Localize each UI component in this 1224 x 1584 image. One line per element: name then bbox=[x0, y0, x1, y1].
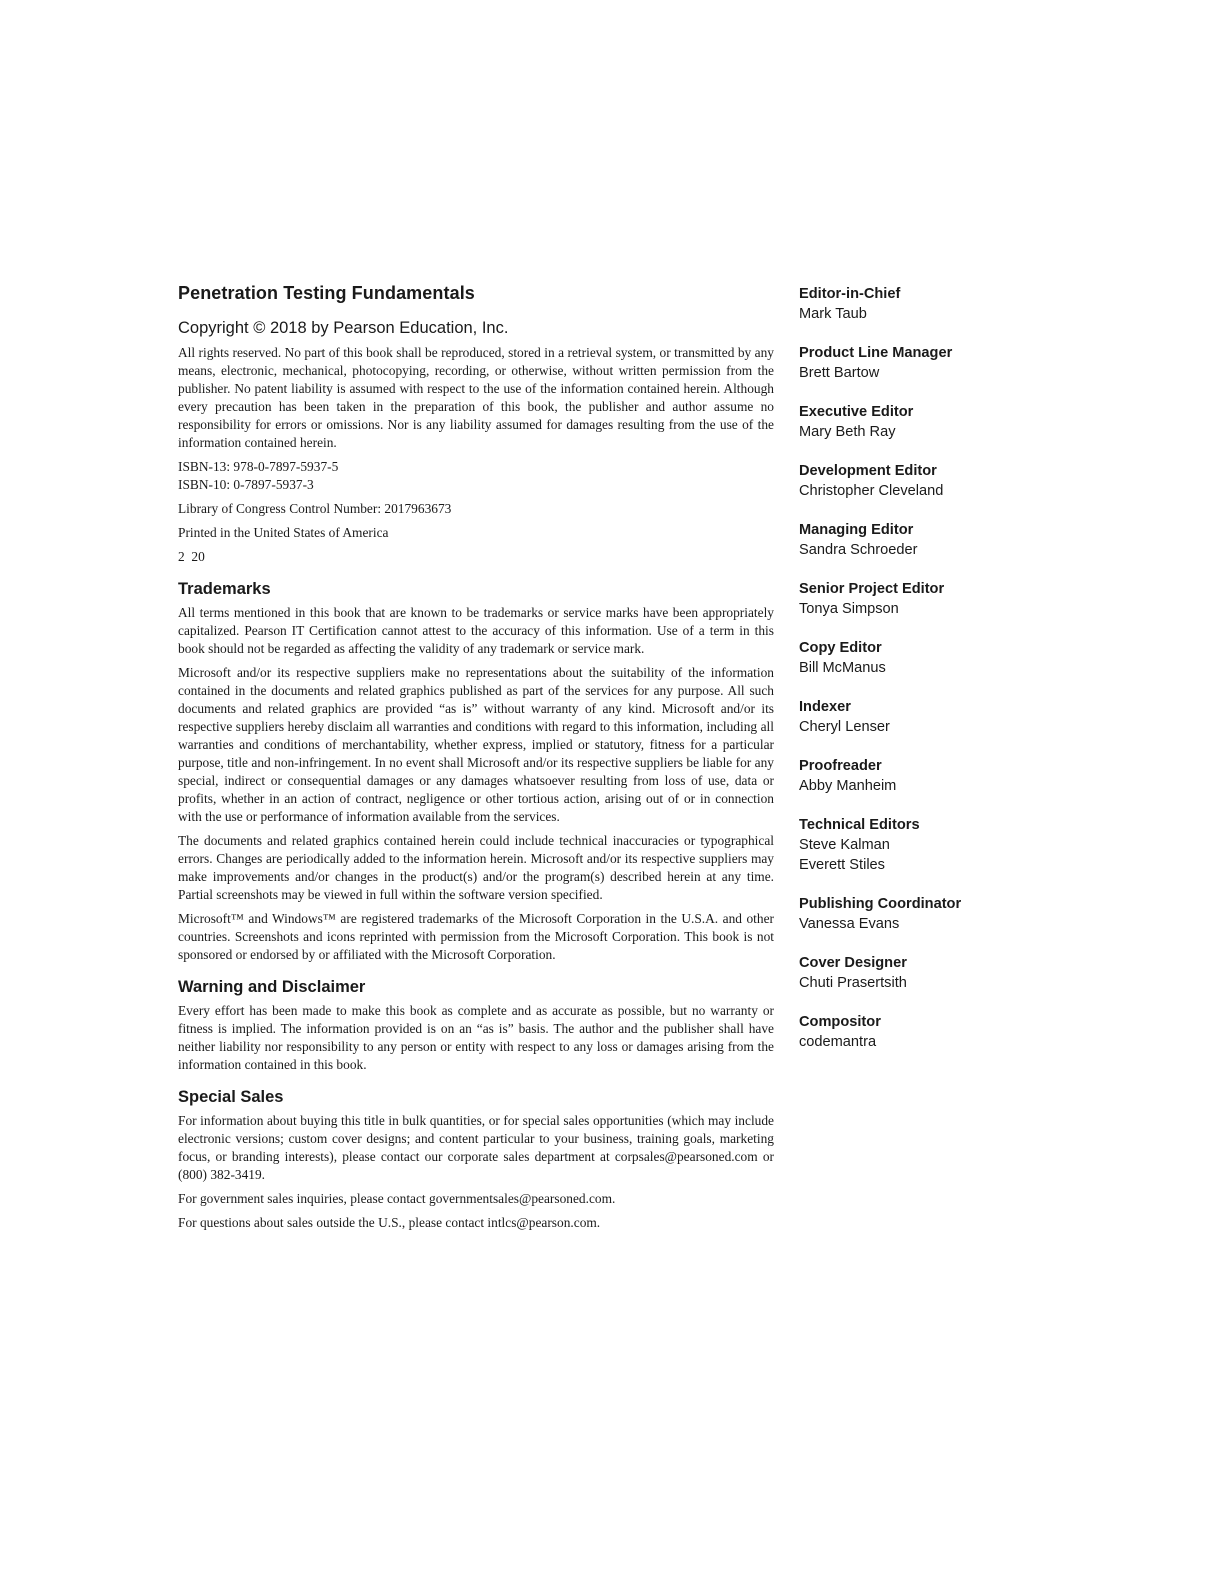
credit-role: Senior Project Editor bbox=[799, 581, 945, 597]
credit-proofreader bbox=[799, 756, 1019, 796]
credit-role: Managing Editor bbox=[799, 522, 914, 538]
credit-role: Copy Editor bbox=[799, 640, 882, 656]
printing-number: 2 20 bbox=[178, 549, 205, 564]
credit-name: codemantra bbox=[799, 1034, 877, 1050]
credit-compositor bbox=[799, 1012, 1019, 1052]
credit-name: Christopher Cleveland bbox=[799, 483, 944, 499]
isbn-10: ISBN-10: 0-7897-5937-3 bbox=[178, 477, 314, 492]
credit-name: Brett Bartow bbox=[799, 365, 880, 381]
credit-role: Publishing Coordinator bbox=[799, 896, 962, 912]
credit-name: Cheryl Lenser bbox=[799, 719, 890, 735]
credit-role: Cover Designer bbox=[799, 955, 907, 971]
microsoft-trademark-paragraph: Microsoft™ and Windows™ are registered trademarks of the Microsoft Corporation in the U.S.A. and other countries. Screenshots and icons reprinted with permission from the Microsoft Corporation. This book is not sponsored or endorsed by or affiliated with the Microsoft Corporation. bbox=[178, 911, 774, 962]
credit-indexer bbox=[799, 697, 1019, 737]
special-sales-paragraph: For information about buying this title in bulk quantities, or for special sales opportunities (which may include electronic versions; custom cover designs; and content particular to your business, training goals, marketing focus, or branding interests), please contact our corporate sales department at corpsales@pearsoned.com or (800) 382-3419. bbox=[178, 1113, 774, 1182]
credit-name: Steve Kalman bbox=[799, 837, 890, 853]
credit-role: Editor-in-Chief bbox=[799, 286, 901, 302]
government-sales-paragraph: For government sales inquiries, please contact governmentsales@pearsoned.com. bbox=[178, 1191, 616, 1206]
credit-name: Mary Beth Ray bbox=[799, 424, 896, 440]
book-title: Penetration Testing Fundamentals bbox=[178, 283, 475, 303]
credit-role: Executive Editor bbox=[799, 404, 914, 420]
credit-role: Proofreader bbox=[799, 758, 882, 774]
credit-name: Sandra Schroeder bbox=[799, 542, 918, 558]
credit-managing-editor bbox=[799, 520, 1019, 560]
credit-name: Vanessa Evans bbox=[799, 916, 900, 932]
trademarks-paragraph: All terms mentioned in this book that are known to be trademarks or service marks have been appropriately capitalized. Pearson IT Certification cannot attest to the accuracy of this information. Use of a term in this book should not be regarded as affecting the validity of any trademark or service mark. bbox=[178, 605, 774, 656]
copyright-page-main bbox=[178, 283, 774, 1238]
credit-role: Technical Editors bbox=[799, 817, 920, 833]
credit-executive-editor bbox=[799, 402, 1019, 442]
credit-product-line-manager bbox=[799, 343, 1019, 383]
credit-name: Everett Stiles bbox=[799, 857, 885, 873]
documents-paragraph: The documents and related graphics contained herein could include technical inaccuracies or typographical errors. Changes are periodically added to the information herein. Microsoft and/or its respective suppliers may make improvements and/or changes in the product(s) and/or the program(s) described herein at any time. Partial screenshots may be viewed in full within the software version specified. bbox=[178, 833, 774, 902]
credit-editor-in-chief bbox=[799, 284, 1019, 324]
warning-paragraph: Every effort has been made to make this book as complete and as accurate as possible, but no warranty or fitness is implied. The information provided is on an “as is” basis. The author and the publisher shall have neither liability nor responsibility to any person or entity with respect to any loss or damages arising from the information contained in this book. bbox=[178, 1003, 774, 1072]
credit-role: Compositor bbox=[799, 1014, 881, 1030]
copyright-line: Copyright © 2018 by Pearson Education, Inc. bbox=[178, 319, 509, 337]
credit-name: Chuti Prasertsith bbox=[799, 975, 907, 991]
credit-senior-project-editor bbox=[799, 579, 1019, 619]
credit-technical-editors bbox=[799, 815, 1019, 875]
microsoft-disclaimer-paragraph: Microsoft and/or its respective suppliers make no representations about the suitability of the information contained in the documents and related graphics published as part of the services for any purpose. All such documents and related graphics are provided “as is” without warranty of any kind. Microsoft and/or its respective suppliers hereby disclaim all warranties and conditions with regard to this information, including all warranties and conditions of merchantability, whether express, implied or statutory, fitness for a particular purpose, title and non-infringement. In no event shall Microsoft and/or its respective suppliers be liable for any special, indirect or consequential damages or any damages whatsoever resulting from loss of use, data or profits, whether in an action of contract, negligence or other tortious action, arising out of or in connection with the use or performance of information available from the services. bbox=[178, 665, 774, 824]
credit-copy-editor bbox=[799, 638, 1019, 678]
credit-role: Product Line Manager bbox=[799, 345, 953, 361]
credit-name: Bill McManus bbox=[799, 660, 886, 676]
printed-in: Printed in the United States of America bbox=[178, 525, 389, 540]
warning-heading: Warning and Disclaimer bbox=[178, 978, 366, 996]
isbn-13: ISBN-13: 978-0-7897-5937-5 bbox=[178, 459, 339, 474]
trademarks-heading: Trademarks bbox=[178, 580, 271, 598]
credit-name: Abby Manheim bbox=[799, 778, 897, 794]
special-sales-heading: Special Sales bbox=[178, 1088, 284, 1106]
international-sales-paragraph: For questions about sales outside the U.S., please contact intlcs@pearson.com. bbox=[178, 1215, 601, 1230]
credit-publishing-coordinator bbox=[799, 894, 1019, 934]
loc-control-number: Library of Congress Control Number: 2017963673 bbox=[178, 501, 452, 516]
credit-role: Indexer bbox=[799, 699, 851, 715]
credit-role: Development Editor bbox=[799, 463, 937, 479]
credit-cover-designer bbox=[799, 953, 1019, 993]
credit-name: Tonya Simpson bbox=[799, 601, 899, 617]
rights-paragraph: All rights reserved. No part of this book shall be reproduced, stored in a retrieval system, or transmitted by any means, electronic, mechanical, photocopying, recording, or otherwise, without written permission from the publisher. No patent liability is assumed with respect to the use of the information contained herein. Although every precaution has been taken in the preparation of this book, the publisher and author assume no responsibility for errors or omissions. Nor is any liability assumed for damages resulting from the use of the information contained herein. bbox=[178, 345, 774, 450]
credits-column bbox=[799, 284, 1019, 1071]
credit-name: Mark Taub bbox=[799, 306, 867, 322]
credit-development-editor bbox=[799, 461, 1019, 501]
